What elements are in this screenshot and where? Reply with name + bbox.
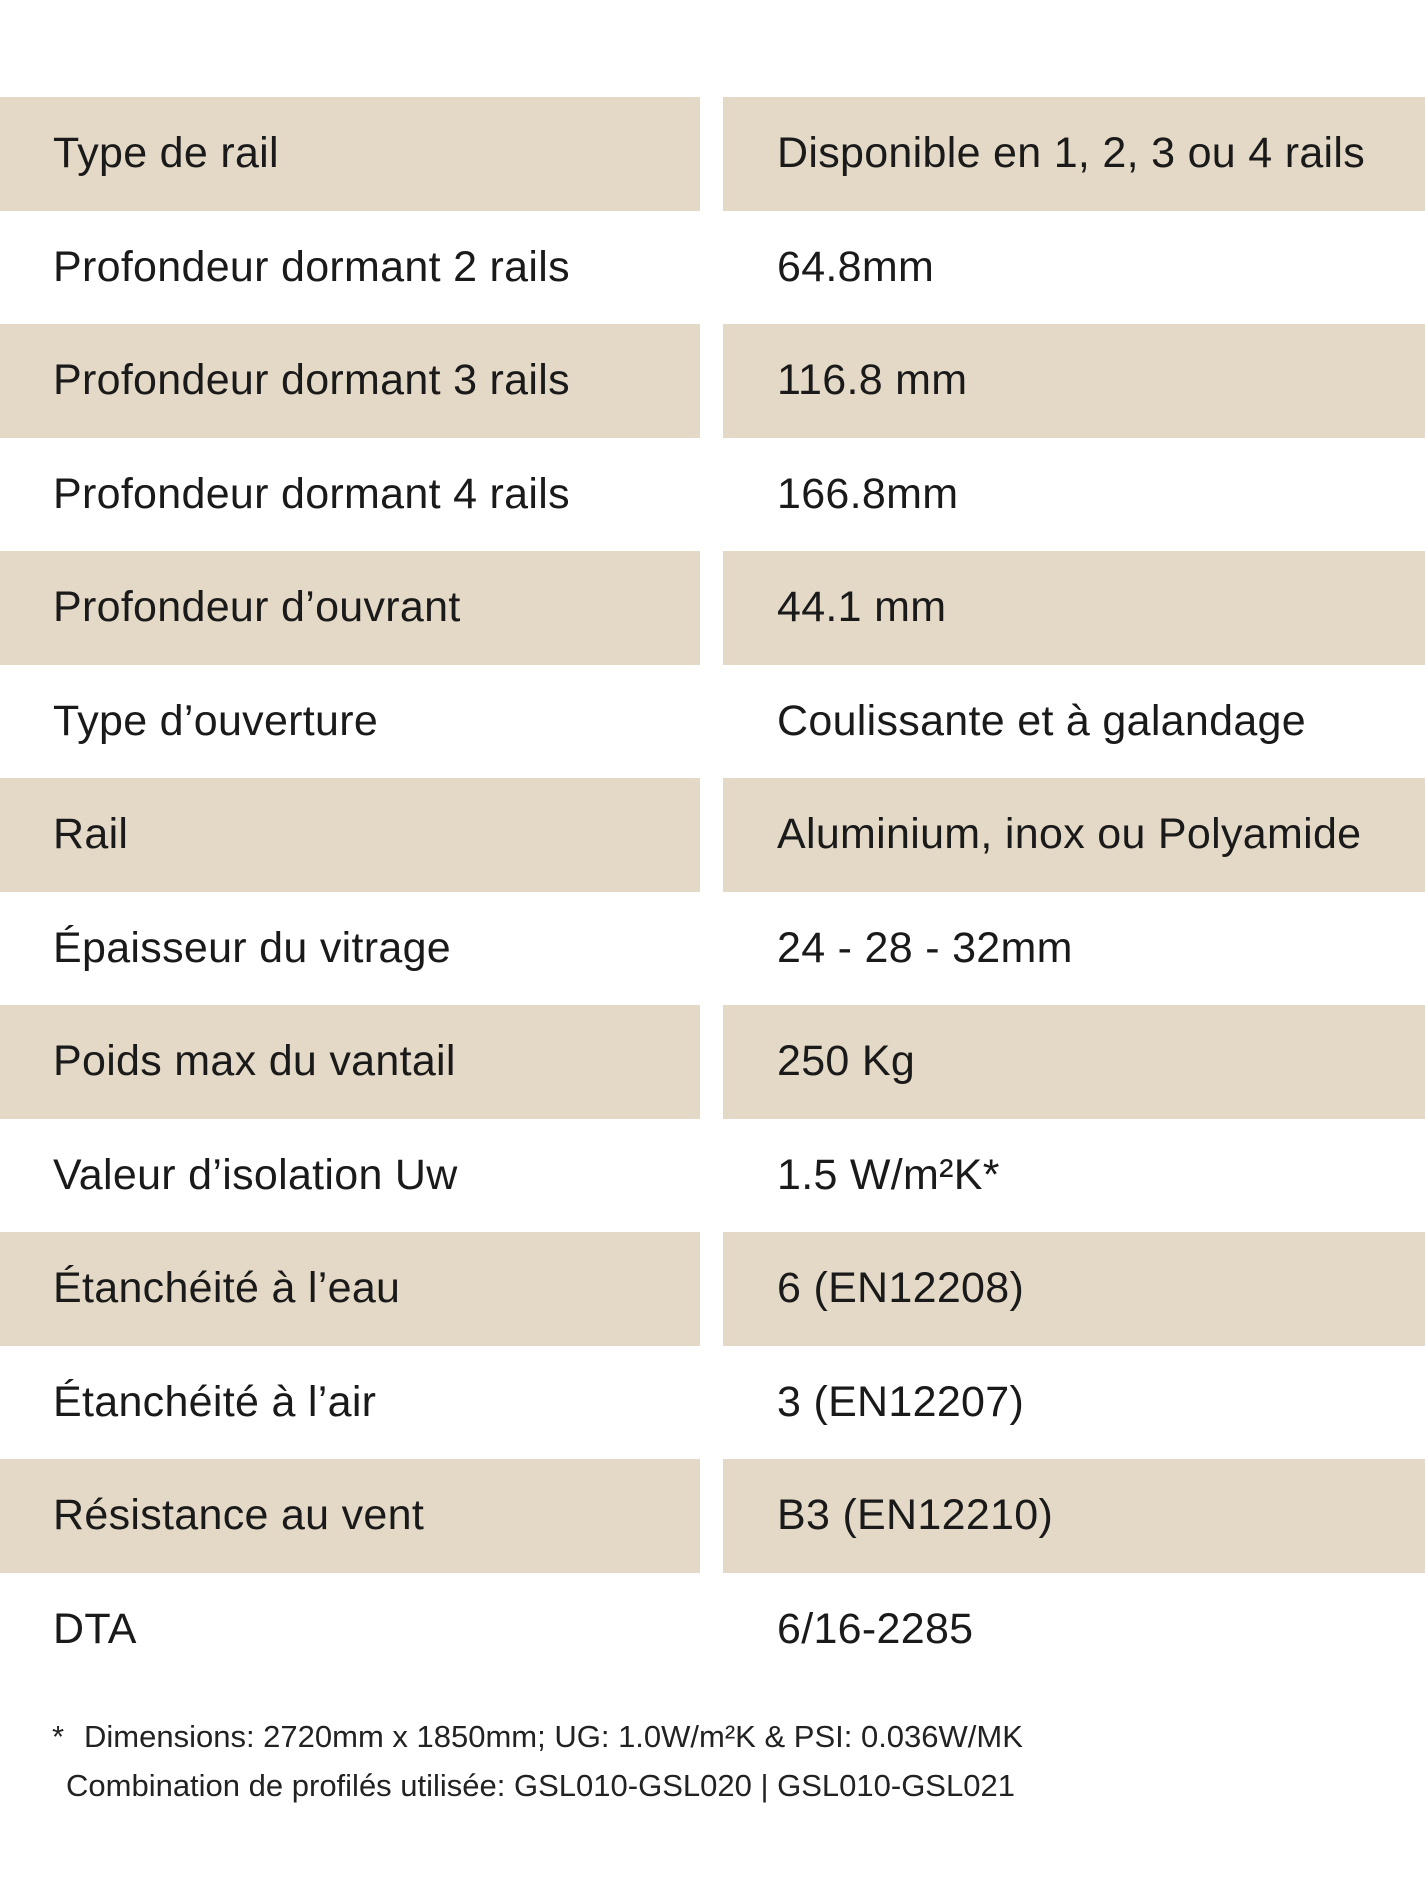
spec-label: Profondeur dormant 4 rails: [53, 469, 570, 518]
footnote-line-1: [52, 1712, 1023, 1761]
spec-table: [0, 97, 1425, 1686]
spec-row: [0, 1119, 1425, 1233]
spec-label: Résistance au vent: [0, 1459, 700, 1573]
spec-value: 116.8 mm: [723, 324, 1425, 438]
spec-value: 6/16-2285: [777, 1604, 974, 1653]
spec-label: Étanchéité à l’eau: [0, 1232, 700, 1346]
spec-row: [0, 778, 1425, 892]
spec-value: 166.8mm: [777, 469, 959, 518]
spec-value: 24 - 28 - 32mm: [777, 923, 1073, 972]
spec-row: [0, 1573, 1425, 1687]
spec-label: Type de rail: [0, 97, 700, 211]
spec-row: [0, 438, 1425, 552]
spec-label: Valeur d’isolation Uw: [53, 1150, 458, 1199]
spec-value: 44.1 mm: [723, 551, 1425, 665]
spec-row: [0, 551, 1425, 665]
footnote-line-2: Combination de profilés utilisée: GSL010-GSL020 | GSL010-GSL021: [66, 1768, 1015, 1803]
spec-value: 250 Kg: [723, 1005, 1425, 1119]
spec-row: [0, 1459, 1425, 1573]
spec-row: [0, 1005, 1425, 1119]
spec-value: Disponible en 1, 2, 3 ou 4 rails: [723, 97, 1425, 211]
spec-value: 1.5 W/m²K*: [777, 1150, 1000, 1199]
footnote: [52, 1712, 1023, 1810]
spec-value: 64.8mm: [777, 242, 935, 291]
spec-row: [0, 1346, 1425, 1460]
footnote-marker: *: [52, 1719, 65, 1754]
spec-value: 6 (EN12208): [723, 1232, 1425, 1346]
spec-value: Aluminium, inox ou Polyamide: [723, 778, 1425, 892]
spec-value: Coulissante et à galandage: [777, 696, 1306, 745]
spec-row: [0, 97, 1425, 211]
spec-label: Étanchéité à l’air: [53, 1377, 377, 1426]
spec-label: Profondeur dormant 2 rails: [53, 242, 570, 291]
spec-label: DTA: [53, 1604, 137, 1653]
spec-label: Profondeur d’ouvrant: [0, 551, 700, 665]
footnote-dimensions: Dimensions: 2720mm x 1850mm; UG: 1.0W/m²K & PSI: 0.036W/MK: [84, 1719, 1023, 1754]
spec-label: Profondeur dormant 3 rails: [0, 324, 700, 438]
spec-label: Épaisseur du vitrage: [53, 923, 451, 972]
spec-row: [0, 324, 1425, 438]
spec-label: Type d’ouverture: [53, 696, 379, 745]
spec-row: [0, 211, 1425, 325]
spec-row: [0, 665, 1425, 779]
spec-value: B3 (EN12210): [723, 1459, 1425, 1573]
spec-row: [0, 892, 1425, 1006]
spec-label: Poids max du vantail: [0, 1005, 700, 1119]
spec-row: [0, 1232, 1425, 1346]
spec-label: Rail: [0, 778, 700, 892]
spec-value: 3 (EN12207): [777, 1377, 1025, 1426]
